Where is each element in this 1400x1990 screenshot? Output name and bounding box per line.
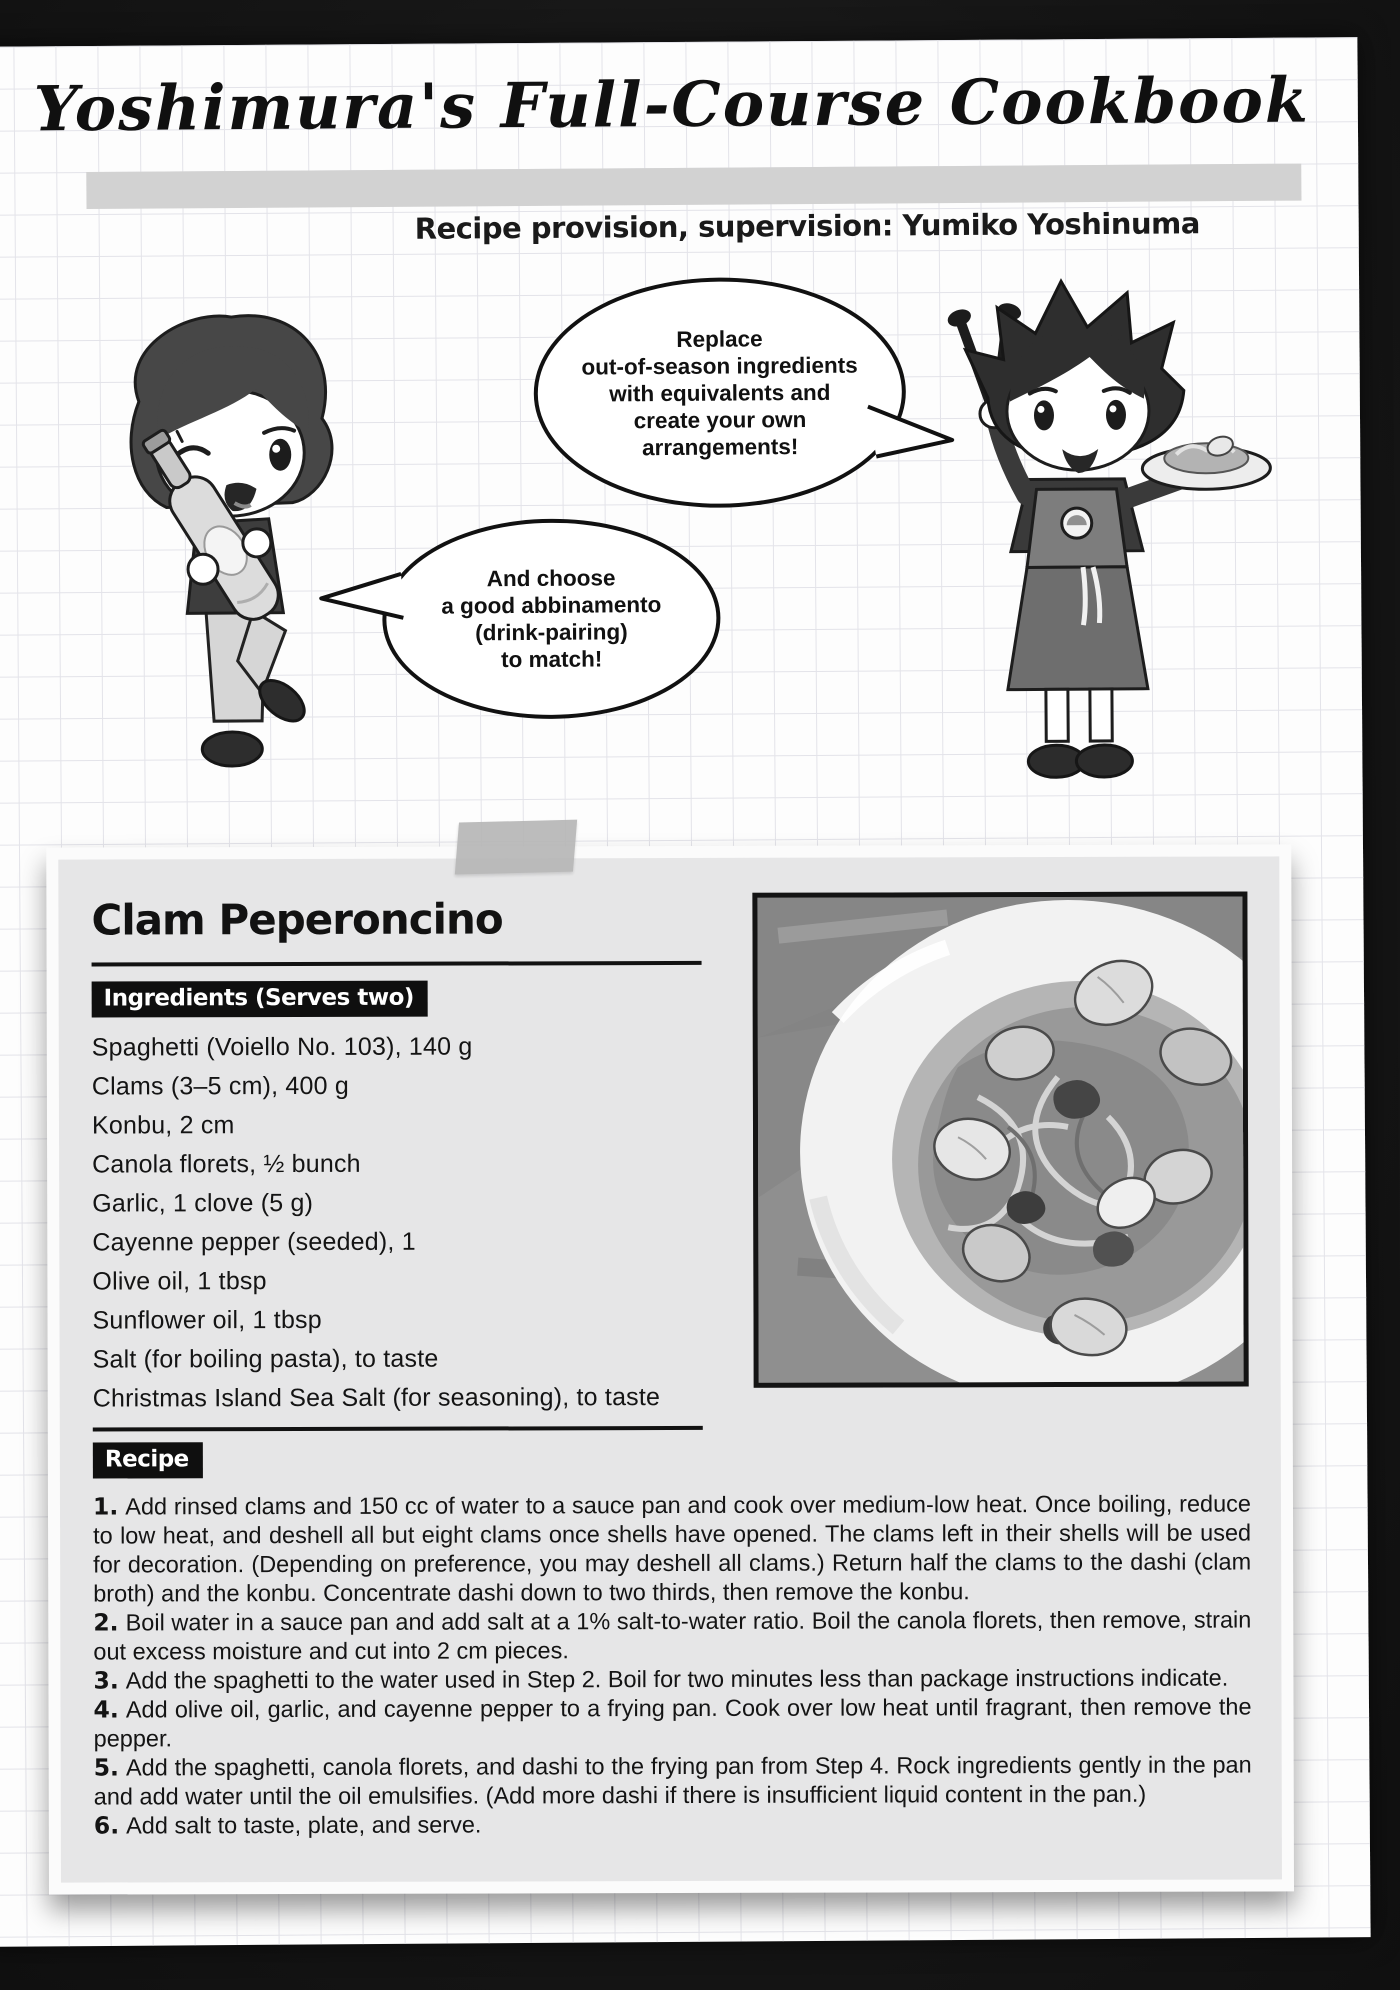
speech-bubble-chef [533,276,907,509]
ingredient-item: Konbu, 2 cm [91,1111,235,1140]
step-number: 2. [93,1608,119,1637]
bubble-line: Replace [676,325,763,352]
ingredients-header-badge: Ingredients (Serves two) [92,981,428,1018]
sommelier-head [130,315,332,517]
step-number: 3. [93,1666,119,1695]
speech-bubble-tail [315,564,407,629]
step-text: Add the spaghetti, canola florets, and dashi to the frying pan from Step 4. Rock ingredients gently in the pan and add water until the oil emulsifies. (Add more dashi if there is insufficient liquid content in the pan.) [93,1751,1252,1810]
ingredient-item: Olive oil, 1 tbsp [92,1267,267,1296]
graph-paper-sheet [0,37,1371,1947]
recipe-step [93,1605,1251,1666]
recipe-step [93,1663,1251,1695]
step-text: Add salt to taste, plate, and serve. [126,1811,482,1839]
bubble-line: out-of-season ingredients [581,352,858,380]
bubble-line: to match! [500,646,603,673]
recipe-step [93,1692,1251,1753]
bubble-line: arrangements! [641,433,799,460]
sommelier-character-illustration [83,300,377,822]
speech-bubble-sommelier [382,518,721,720]
bubble-line: a good abbinamento [441,592,662,619]
ingredient-item: Canola florets, ½ bunch [92,1149,361,1179]
sommelier-hand [243,529,271,557]
step-number: 5. [93,1753,119,1782]
ingredients-list [92,1027,660,1418]
ingredient-item: Clams (3–5 cm), 400 g [91,1071,350,1101]
step-text: Add rinsed clams and 150 cc of water to a sauce pan and cook over medium-low heat. Once boiling, reduce to low heat, and deshell all but eight clams once shells have opened. The clams left in their shells will be used for decoration. (Depending on preference, you may deshell all clams.) Return half the clams to the dashi (clam broth) and the konbu. Concentrate dashi down to two thirds, then remove the konbu. [93,1490,1252,1607]
step-number: 1. [92,1492,119,1521]
pasta-plate [1142,433,1270,489]
title-highlight-bar [86,164,1301,209]
ingredient-item: Salt (for boiling pasta), to taste [92,1344,439,1374]
step-text: Add olive oil, garlic, and cayenne pepper to a frying pan. Cook over low heat until fragrant, then remove the pepper. [93,1693,1252,1752]
chef-character-illustration [875,264,1279,842]
sommelier-hand [188,554,218,584]
recipe-step [93,1489,1251,1608]
ingredient-item: Sunflower oil, 1 tbsp [92,1305,322,1335]
step-text: Boil water in a sauce pan and add salt at a 1% salt-to-water ratio. Boil the canola florets, then remove, strain out excess moisture and cut into 2 cm pieces. [93,1606,1252,1665]
ingredient-item: Christmas Island Sea Salt (for seasoning), to taste [92,1383,661,1413]
recipe-steps [93,1489,1252,1840]
step-number: 6. [93,1811,120,1840]
bubble-line: And choose [486,565,616,592]
ingredient-item: Spaghetti (Voiello No. 103), 140 g [91,1032,473,1062]
recipe-header-badge: Recipe [93,1442,203,1478]
bubble-line: (drink-pairing) [475,619,628,646]
bubble-line: create your own [633,406,807,433]
ingredient-item: Cayenne pepper (seeded), 1 [92,1227,416,1257]
recipe-step [94,1808,1252,1840]
step-number: 4. [93,1695,119,1724]
page-title: Yoshimura's Full-Course Cookbook [33,63,1311,146]
step-text: Add the spaghetti to the water used in Step 2. Boil for two minutes less than package instructions indicate. [125,1664,1229,1694]
recipe-card [46,844,1294,1894]
page-subtitle: Recipe provision, supervision: Yumiko Yoshinuma [414,206,1200,246]
tape-decoration [455,820,577,875]
speech-bubble-tail [862,398,962,469]
recipe-title: Clam Peperoncino [91,894,503,945]
ingredient-item: Garlic, 1 clove (5 g) [92,1188,314,1218]
recipe-step [94,1750,1252,1811]
bubble-line: with equivalents and [609,379,831,406]
dish-photo-clam-peperoncino [752,892,1248,1388]
